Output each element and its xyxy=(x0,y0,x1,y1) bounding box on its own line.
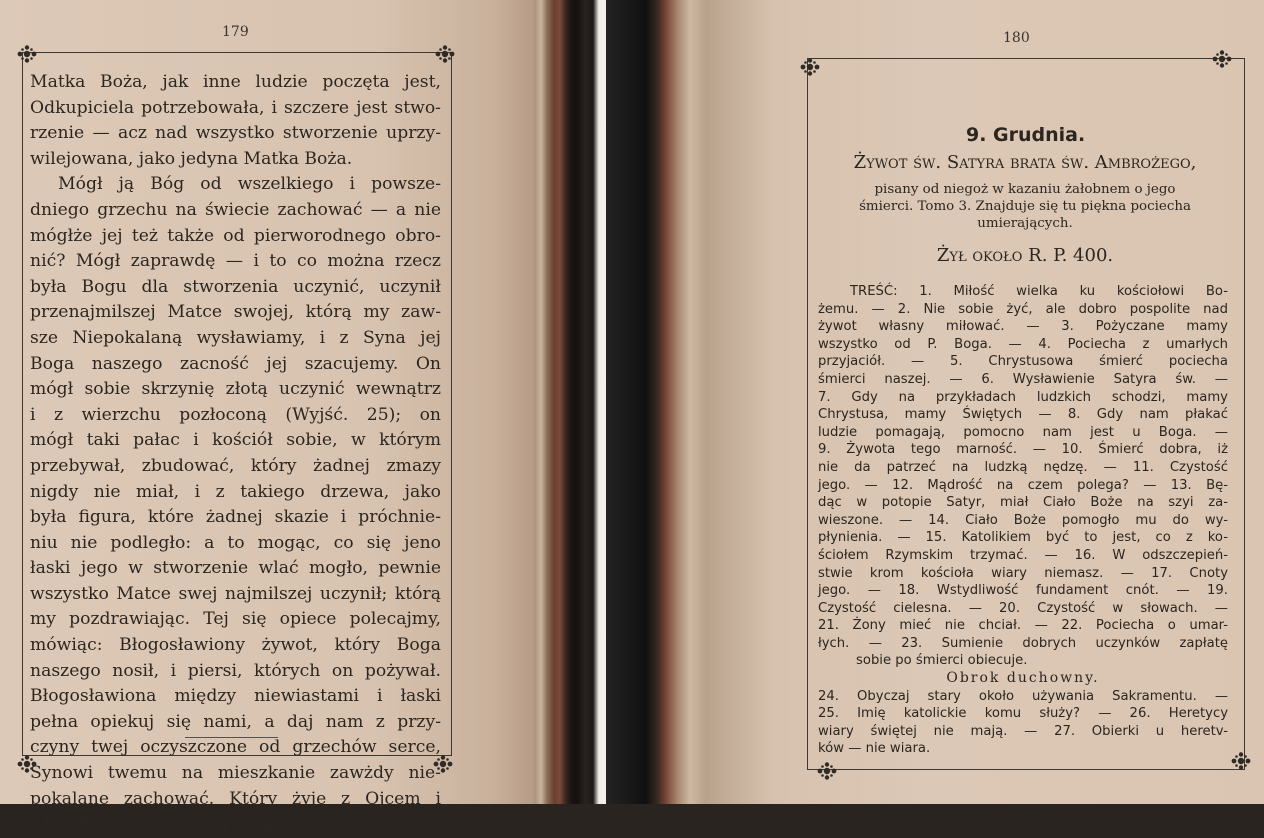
book-gutter-right xyxy=(606,0,706,804)
corner-ornament-icon xyxy=(814,760,840,782)
text-line: rzenie — acz nad wszystko stworzenie uprzy- xyxy=(30,123,441,144)
summary-line: ludzie pomagają, pomocno nam jest u Boga. — xyxy=(818,424,1228,440)
text-line: mógłże jej też także od pierworodnego obro- xyxy=(30,225,441,246)
text-line: pokalane zachować. Który żyje z Ojcem i xyxy=(30,788,441,809)
corner-ornament-icon xyxy=(432,43,458,65)
summary-line: płynienia. — 15. Katolikiem być to jest, co z ko- xyxy=(818,530,1228,546)
summary-line: stwie krom kościoła wiary niemasz. — 17. Cnoty xyxy=(818,565,1228,581)
text-line: pełna opiekuj się nami, a daj nam z przy- xyxy=(30,711,441,732)
corner-ornament-icon xyxy=(1209,48,1235,70)
text-line: przebywał, zbudować, który żadnej zmazy xyxy=(30,455,441,476)
summary-body xyxy=(818,283,1228,758)
summary-line: 21. Żony mieć nie chciał. — 22. Pociecha o umar- xyxy=(818,618,1228,634)
corner-ornament-icon xyxy=(797,56,823,78)
text-line: Matka Boża, jak inne ludzie poczęta jest, xyxy=(30,72,441,92)
summary-line: Czystość cielesna. — 20. Czystość w słowach. — xyxy=(818,600,1228,616)
summary-line: 7. Gdy na przykładach ludzkich schodzi, mamy xyxy=(818,389,1228,405)
text-line: nić? Mógł zaprawdę — i to co można rzecz xyxy=(30,251,441,272)
text-line: i z wierzchu pozłoconą (Wyjść. 25); on xyxy=(30,404,441,425)
text-line: Odkupiciela potrzebowała, i szczere jest stwo- xyxy=(30,97,441,118)
summary-line: żemu. — 2. Nie sobie żyć, ale dobro pospolite nad xyxy=(818,301,1228,317)
summary-line: nie da patrzeć na ludzką nędzę. — 11. Czystość xyxy=(818,459,1228,475)
date-heading: 9. Grudnia. xyxy=(966,124,1086,146)
summary-line: ściołem Rzymskim trzymać. — 16. W odszczepień- xyxy=(818,547,1228,563)
summary-line: 24. Obyczaj stary około używania Sakramentu. — xyxy=(818,688,1228,704)
page-number: 180 xyxy=(1003,30,1030,46)
corner-ornament-icon xyxy=(1228,750,1254,772)
text-line: dniego grzechu na świecie zachować — a nie xyxy=(30,199,441,220)
text-line: nigdy nie miał, i z takiego drzewa, jako xyxy=(30,481,441,502)
text-line: naszego nosił, i piersi, których on pożywał. xyxy=(30,660,441,681)
summary-line: jego. — 18. Wstydliwość fundament cnót. — 19. xyxy=(818,583,1228,599)
left-page-body xyxy=(30,70,441,838)
text-line: mógł taki pałac i kościół sobie, w którym xyxy=(30,430,441,451)
text-line: sze Niepokalaną wysławiamy, i z Syna jej xyxy=(30,327,441,348)
corner-ornament-icon xyxy=(14,43,40,65)
text-line: mówiąc: Błogosławiony żywot, który Boga xyxy=(30,635,441,656)
summary-line: sobie po śmierci obiecuje. xyxy=(856,653,1028,669)
page-number: 179 xyxy=(222,24,249,40)
text-line: była figura, które żadnej skazie i próchnie- xyxy=(30,507,441,528)
summary-line: wszystko od P. Boga. — 4. Pociecha z umarłych xyxy=(818,336,1228,352)
text-line: z Duchem św. na wieki wieków, Amen. xyxy=(30,814,364,835)
text-line: była Bogu dla stworzenia uczynić, uczynił xyxy=(30,276,441,297)
subtitle-line: śmierci. Tomo 3. Znajduje się tu piękna pociecha xyxy=(859,199,1191,214)
end-rule xyxy=(185,737,278,738)
section-heading: Obrok duchowny. xyxy=(946,670,1100,687)
summary-line: łych. — 23. Sumienie dobrych uczynków zapłatę xyxy=(818,635,1228,651)
text-line: wilejowana, jako jedyna Matka Boża. xyxy=(30,148,353,169)
text-line: my pozdrawiając. Tej się opiece polecajmy, xyxy=(30,609,441,630)
book-gutter-left xyxy=(534,0,606,804)
text-line: Boga naszego zacność jej szacujemy. On xyxy=(30,353,441,374)
summary-line: 25. Imię katolickie komu służy? — 26. Heretycy xyxy=(818,706,1228,722)
subtitle-line: pisany od niegoż w kazaniu żałobnem o jego xyxy=(874,182,1176,197)
era-heading: Żył około R. P. 400. xyxy=(936,245,1114,266)
text-line: Błogosławiona między niewiastami i łaski xyxy=(30,686,441,707)
summary-line: jego. — 12. Mądrość na czem polega? — 13. Bę- xyxy=(818,477,1228,493)
text-line: Synowi twemu na mieszkanie zawżdy nie- xyxy=(30,763,441,784)
text-line: łaski jego w stworzenie wlać mogło, pewnie xyxy=(30,558,441,579)
summary-line: żywot własny miłować. — 3. Pożyczane mamy xyxy=(818,319,1228,335)
chapter-title: Żywot św. Satyra brata św. Ambrożego, xyxy=(853,152,1197,173)
summary-line: Chrystusa, mamy Świętych — 8. Gdy nam płakać xyxy=(818,407,1228,423)
summary-line: wiary świętej nie mają. — 27. Obierki u heretv- xyxy=(818,723,1228,739)
summary-line: dąc w potopie Satyr, miał Ciało Boże na szyi za- xyxy=(818,495,1228,511)
summary-line: ków — nie wiara. xyxy=(818,741,931,757)
summary-line: śmierci naszej. — 6. Wysławienie Satyra św. — xyxy=(818,371,1228,387)
text-line: mógł sobie skrzynię złotą uczynić wewnątrz xyxy=(30,379,441,400)
left-page xyxy=(0,0,534,835)
text-line: Mógł ją Bóg od wszelkiego i powsze- xyxy=(58,174,441,195)
text-line: niu nie podległo: a to mogąc, co się jeno xyxy=(30,532,441,553)
text-line: czyny twej oczyszczone od grzechów serce, xyxy=(30,737,441,758)
text-line: przenajmilszej Matce swojej, którą my zaw- xyxy=(30,302,441,323)
summary-line: 9. Żywota tego marność. — 10. Śmierć dobra, iż xyxy=(818,442,1228,458)
summary-line: TREŚĆ: 1. Miłość wielka ku kościołowi Bo- xyxy=(850,284,1228,299)
text-line: wszystko Matce swej najmilszej uczynił; którą xyxy=(30,583,441,604)
subtitle-line: umierających. xyxy=(977,216,1073,231)
summary-line: wieszone. — 14. Ciało Boże pomogło mu do wy- xyxy=(818,512,1228,528)
summary-line: przyjaciół. — 5. Chrystusowa śmierć pociecha xyxy=(818,354,1228,370)
